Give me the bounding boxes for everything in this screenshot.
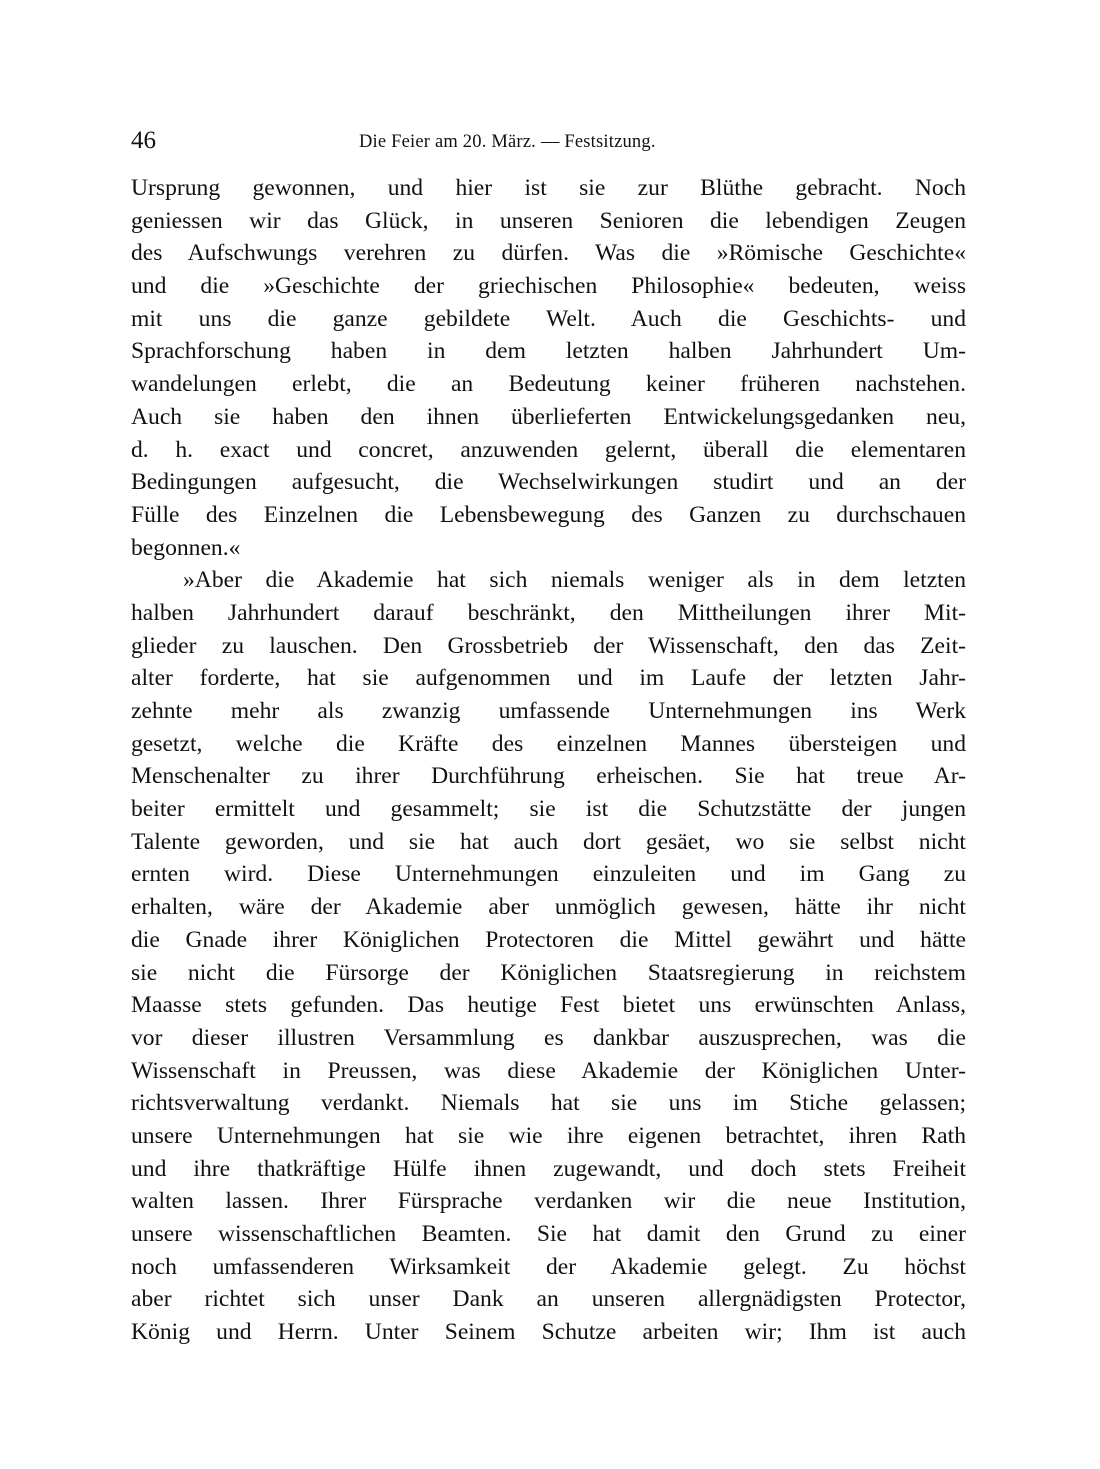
text-line: Ursprung gewonnen, und hier ist sie zur Blüthe gebracht. Noch — [131, 175, 966, 201]
text-line: alter forderte, hat sie aufgenommen und im Laufe der letzten Jahr- — [131, 665, 966, 692]
page-number: 46 — [131, 127, 156, 154]
text-line: des Aufschwungs verehren zu dürfen. Was die »Römische Geschichte« — [131, 240, 966, 267]
text-line: Bedingungen aufgesucht, die Wechselwirkungen studirt und an der — [131, 469, 966, 496]
text-line: geniessen wir das Glück, in unseren Senioren die lebendigen Zeugen — [131, 207, 966, 234]
document-page — [131, 124, 966, 1349]
text-line: Maasse stets gefunden. Das heutige Fest bietet uns erwünschten Anlass, — [131, 992, 966, 1019]
text-line: sie nicht die Fürsorge der Königlichen Staatsregierung in reichstem — [131, 959, 966, 986]
text-line: noch umfassenderen Wirksamkeit der Akademie gelegt. Zu höchst — [131, 1253, 966, 1280]
text-line: beiter ermittelt und gesammelt; sie ist die Schutzstätte der jungen — [131, 796, 966, 823]
text-line: die Gnade ihrer Königlichen Protectoren die Mittel gewährt und hätte — [131, 926, 966, 953]
text-line: gesetzt, welche die Kräfte des einzelnen Mannes übersteigen und — [131, 730, 966, 757]
page-header — [131, 124, 966, 160]
text-line: erhalten, wäre der Akademie aber unmöglich gewesen, hätte ihr nicht — [131, 894, 966, 921]
running-title: Die Feier am 20. März. — Festsitzung. — [359, 132, 656, 152]
text-line: ernten wird. Diese Unternehmungen einzuleiten und im Gang zu — [131, 861, 966, 888]
text-line: begonnen.« — [131, 534, 241, 561]
text-line: Sprachforschung haben in dem letzten halben Jahrhundert Um- — [131, 338, 966, 365]
text-line: Menschenalter zu ihrer Durchführung erheischen. Sie hat treue Ar- — [131, 763, 966, 790]
text-line: und ihre thatkräftige Hülfe ihnen zugewandt, und doch stets Freiheit — [131, 1155, 966, 1182]
text-line: König und Herrn. Unter Seinem Schutze arbeiten wir; Ihm ist auch — [131, 1319, 966, 1346]
text-line: unsere wissenschaftlichen Beamten. Sie hat damit den Grund zu einer — [131, 1221, 966, 1247]
text-line: aber richtet sich unser Dank an unseren allergnädigsten Protector, — [131, 1286, 966, 1313]
text-line: halben Jahrhundert darauf beschränkt, den Mittheilungen ihrer Mit- — [131, 599, 966, 626]
text-line: Auch sie haben den ihnen überlieferten Entwickelungsgedanken neu, — [131, 403, 966, 430]
text-line: d. h. exact und concret, anzuwenden gelernt, überall die elementaren — [131, 436, 966, 463]
text-line: glieder zu lauschen. Den Grossbetrieb der Wissenschaft, den das Zeit- — [131, 632, 966, 659]
paragraph-1 — [131, 172, 966, 564]
text-line: Fülle des Einzelnen die Lebensbewegung des Ganzen zu durchschauen — [131, 501, 966, 528]
text-line: richtsverwaltung verdankt. Niemals hat sie uns im Stiche gelassen; — [131, 1090, 966, 1117]
text-line: Talente geworden, und sie hat auch dort gesäet, wo sie selbst nicht — [131, 828, 966, 855]
text-line: mit uns die ganze gebildete Welt. Auch die Geschichts- und — [131, 305, 966, 332]
text-line: vor dieser illustren Versammlung es dankbar auszusprechen, was die — [131, 1024, 966, 1051]
text-line: »Aber die Akademie hat sich niemals weniger als in dem letzten — [183, 567, 966, 594]
paragraph-2 — [131, 564, 966, 1349]
text-line: walten lassen. Ihrer Fürsprache verdanken wir die neue Institution, — [131, 1188, 966, 1215]
text-line: wandelungen erlebt, die an Bedeutung keiner früheren nachstehen. — [131, 371, 966, 398]
text-line: zehnte mehr als zwanzig umfassende Unternehmungen ins Werk — [131, 698, 966, 724]
text-line: und die »Geschichte der griechischen Philosophie« bedeuten, weiss — [131, 273, 966, 300]
text-line: Wissenschaft in Preussen, was diese Akademie der Königlichen Unter- — [131, 1057, 966, 1084]
text-line: unsere Unternehmungen hat sie wie ihre eigenen betrachtet, ihren Rath — [131, 1122, 966, 1149]
body-text — [131, 172, 966, 1349]
